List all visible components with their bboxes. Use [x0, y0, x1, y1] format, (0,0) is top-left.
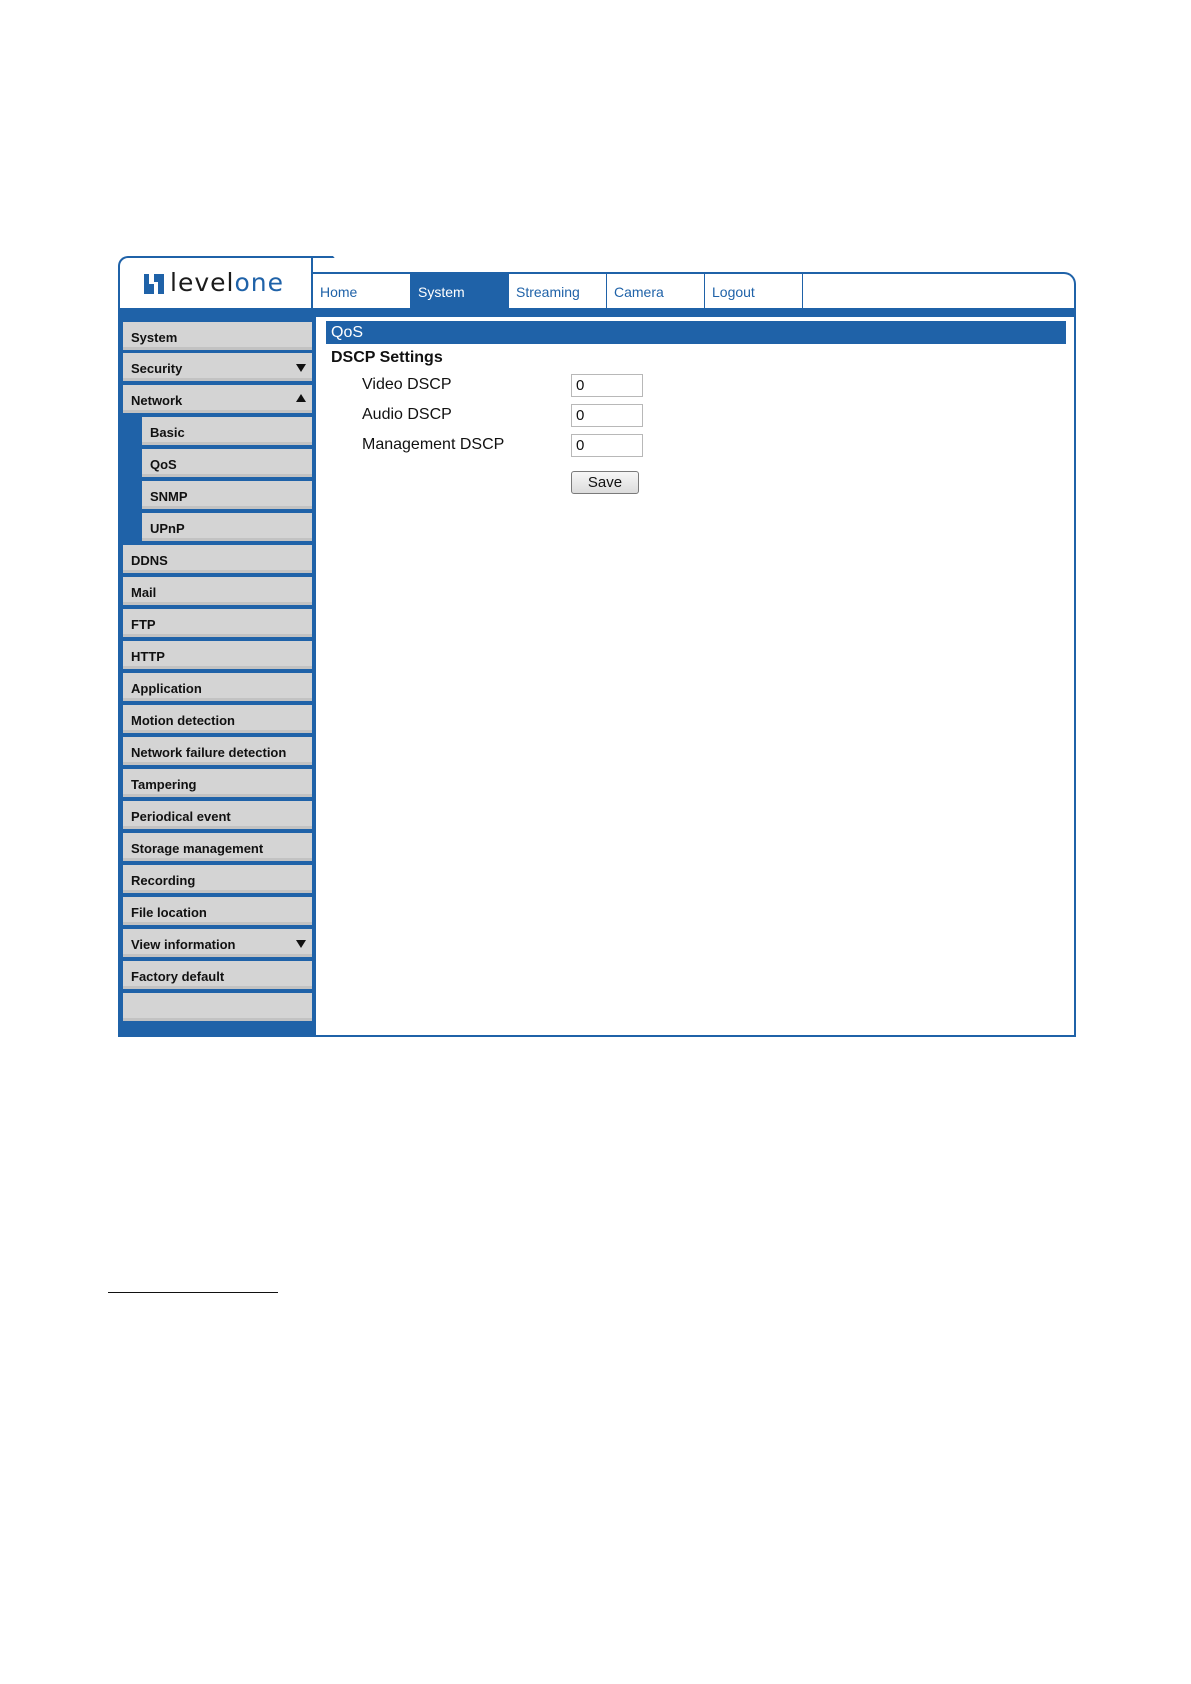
- levelone-logo-icon: [144, 274, 164, 294]
- main-content: [316, 317, 1076, 1037]
- sidebar-item-system[interactable]: System: [123, 322, 312, 350]
- sidebar-item-ddns[interactable]: DDNS: [123, 545, 312, 573]
- tab-streaming[interactable]: Streaming: [509, 274, 607, 308]
- chevron-down-icon: [296, 364, 306, 372]
- nav-underline-bar: [118, 308, 1076, 317]
- top-navigation: [313, 272, 1076, 308]
- sidebar-item-factory-default[interactable]: Factory default: [123, 961, 312, 989]
- management-dscp-input[interactable]: [571, 434, 643, 457]
- app-frame: [118, 256, 1076, 1037]
- sidebar-item-periodical-event[interactable]: Periodical event: [123, 801, 312, 829]
- nav-tabs: [313, 274, 803, 308]
- sidebar-item-storage-management[interactable]: Storage management: [123, 833, 312, 861]
- sidebar-item-tampering[interactable]: Tampering: [123, 769, 312, 797]
- chevron-down-icon: [296, 940, 306, 948]
- tab-logout[interactable]: Logout: [705, 274, 803, 308]
- sidebar-item-http[interactable]: HTTP: [123, 641, 312, 669]
- video-dscp-label: Video DSCP: [362, 376, 452, 393]
- logo-area: [118, 256, 313, 308]
- sidebar-item-snmp[interactable]: SNMP: [142, 481, 312, 509]
- page-title: QoS: [326, 321, 1066, 344]
- sidebar-item-upnp[interactable]: UPnP: [142, 513, 312, 541]
- sidebar-item-file-location[interactable]: File location: [123, 897, 312, 925]
- sidebar-item-network-failure-detection[interactable]: Network failure detection: [123, 737, 312, 765]
- sidebar-item-recording[interactable]: Recording: [123, 865, 312, 893]
- sidebar-item-ftp[interactable]: FTP: [123, 609, 312, 637]
- brand-logo-text: levelone: [170, 268, 284, 297]
- sidebar-item-view-information[interactable]: View information: [123, 929, 312, 957]
- tab-camera[interactable]: Camera: [607, 274, 705, 308]
- video-dscp-input[interactable]: [571, 374, 643, 397]
- audio-dscp-input[interactable]: [571, 404, 643, 427]
- sidebar-item-basic[interactable]: Basic: [142, 417, 312, 445]
- audio-dscp-label: Audio DSCP: [362, 406, 452, 423]
- footnote-divider: [108, 1292, 278, 1293]
- chevron-up-icon: [296, 394, 306, 402]
- sidebar-item-network[interactable]: Network: [123, 385, 312, 413]
- section-title: DSCP Settings: [331, 349, 443, 366]
- sidebar-item-application[interactable]: Application: [123, 673, 312, 701]
- tab-home[interactable]: Home: [313, 274, 411, 308]
- sidebar-item-more[interactable]: [123, 993, 312, 1021]
- save-button[interactable]: Save: [571, 471, 639, 494]
- sidebar-item-mail[interactable]: Mail: [123, 577, 312, 605]
- management-dscp-label: Management DSCP: [362, 436, 505, 453]
- tab-system[interactable]: System: [411, 274, 509, 308]
- sidebar: [118, 317, 316, 1037]
- sidebar-item-security[interactable]: Security: [123, 353, 312, 381]
- sidebar-item-qos[interactable]: QoS: [142, 449, 312, 477]
- sidebar-item-motion-detection[interactable]: Motion detection: [123, 705, 312, 733]
